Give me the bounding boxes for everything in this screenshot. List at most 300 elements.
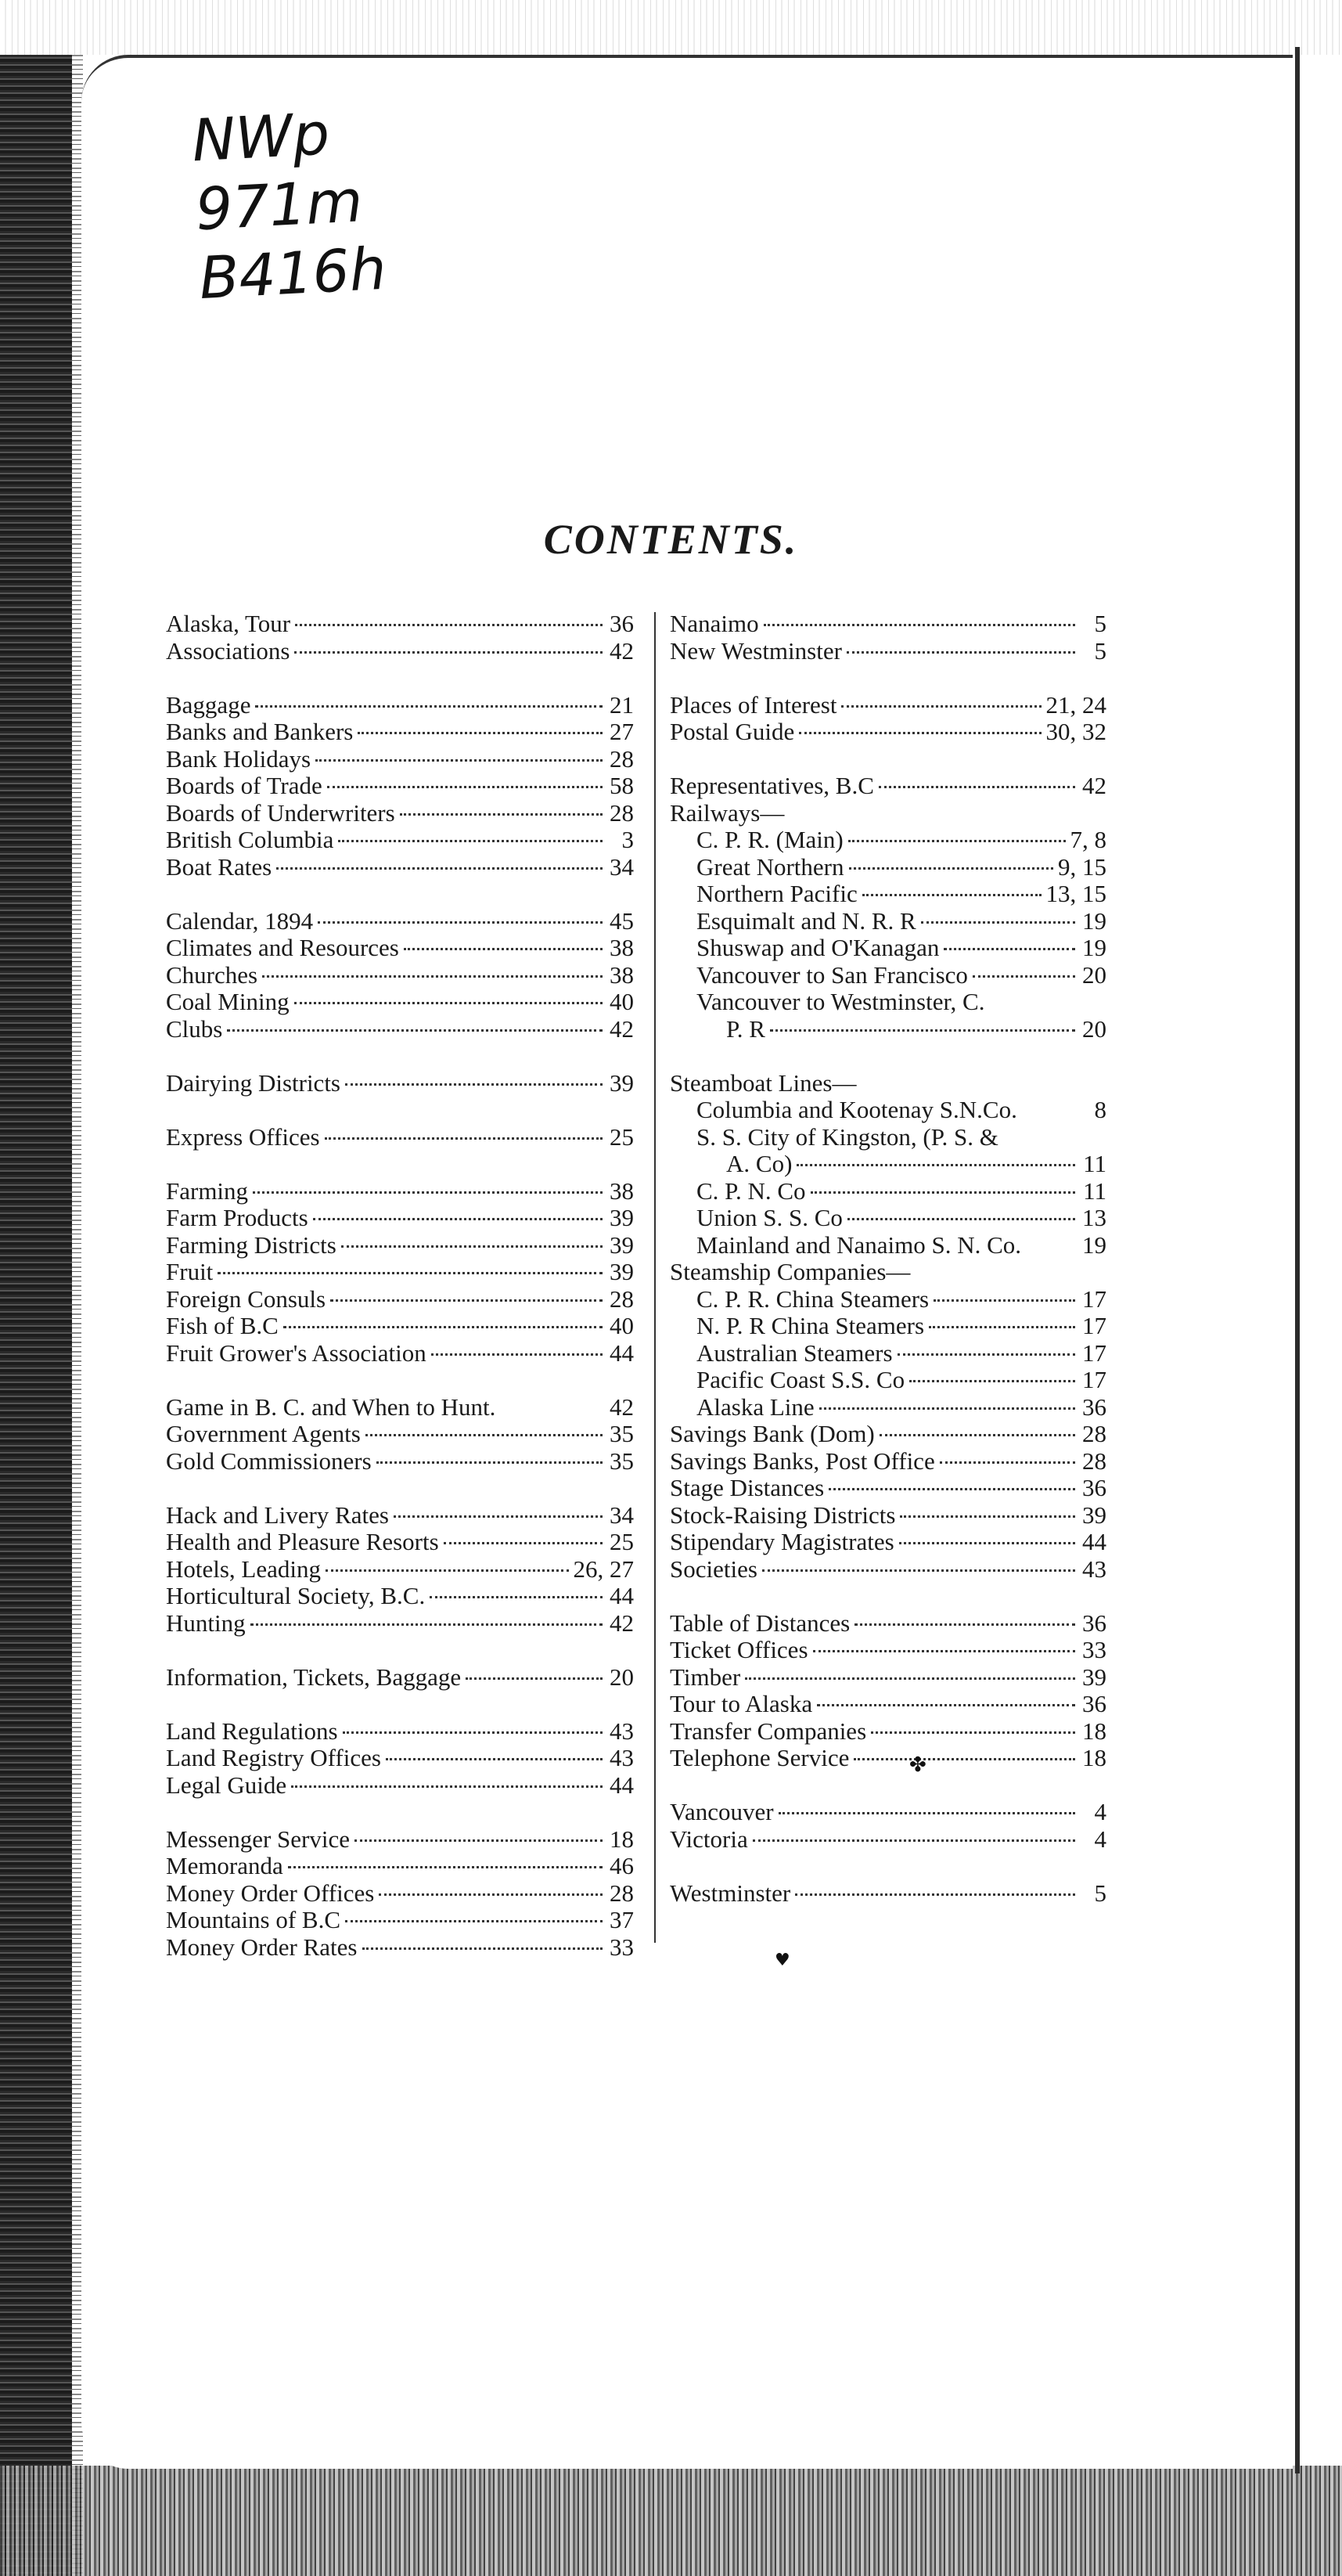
- entry-label: Alaska, Tour: [166, 610, 291, 637]
- dot-leader: [227, 1029, 603, 1032]
- dot-leader: [799, 732, 1041, 734]
- dot-leader: [276, 867, 603, 870]
- entry-page-number: 19: [1082, 1230, 1106, 1259]
- dot-leader: [871, 1731, 1075, 1734]
- entry-page-number: 36: [1082, 1474, 1106, 1501]
- contents-entry: [166, 989, 634, 1016]
- contents-entry: [166, 1124, 634, 1151]
- entry-spacer: [166, 1043, 634, 1070]
- entry-page-number: 44: [610, 1338, 634, 1367]
- contents-entry: [670, 1502, 1106, 1529]
- dot-leader: [294, 651, 603, 654]
- entry-page-number: 7, 8: [1070, 826, 1106, 853]
- entry-label: Transfer Companies: [670, 1717, 867, 1745]
- entry-label: Churches: [166, 960, 258, 989]
- shelfmark-line: NWp: [190, 100, 332, 175]
- entry-page-number: 25: [610, 1528, 634, 1555]
- dot-leader: [811, 1191, 1075, 1194]
- dot-leader: [753, 1839, 1075, 1842]
- contents-entry: [166, 1448, 634, 1475]
- printers-mark-icon: ✤: [909, 1753, 926, 1777]
- contents-entry: [670, 1556, 1106, 1583]
- entry-label: Hunting: [166, 1609, 246, 1637]
- entry-page-number: 13: [1082, 1204, 1106, 1231]
- entry-page-number: 11: [1083, 1150, 1106, 1177]
- entry-page-number: 13, 15: [1045, 880, 1106, 907]
- dot-leader: [849, 867, 1054, 870]
- dot-leader: [283, 1326, 603, 1328]
- dot-leader: [848, 840, 1066, 842]
- shelfmark-line: 971m: [193, 168, 365, 244]
- dot-leader: [898, 1353, 1075, 1356]
- entry-page-number: 21, 24: [1045, 690, 1106, 719]
- contents-entry: [670, 1610, 1106, 1637]
- contents-entry: [670, 962, 1106, 989]
- entry-label: Table of Distances: [670, 1609, 851, 1637]
- contents-entry: [166, 1016, 634, 1043]
- entry-page-number: 39: [1082, 1663, 1106, 1691]
- contents-entry: [166, 1259, 634, 1286]
- entry-label: Union S. S. Co: [696, 1204, 843, 1231]
- entry-label: Vancouver to San Francisco: [696, 960, 968, 989]
- contents-entry: [670, 854, 1106, 881]
- entry-label: Calendar, 1894: [166, 906, 314, 935]
- contents-entry: [166, 1880, 634, 1908]
- entry-label: N. P. R China Steamers: [696, 1312, 925, 1339]
- entry-label: Telephone Service: [670, 1744, 850, 1771]
- contents-entry: [166, 638, 634, 665]
- entry-label: Great Northern: [696, 852, 844, 881]
- entry-label: Legal Guide: [166, 1771, 287, 1799]
- entry-label: British Columbia: [166, 826, 334, 853]
- contents-entry: [166, 611, 634, 638]
- dot-leader: [819, 1407, 1075, 1410]
- entry-page-number: 5: [1094, 1879, 1106, 1907]
- contents-entry: [166, 1070, 634, 1097]
- entry-spacer: [166, 665, 634, 692]
- contents-entry: [166, 1826, 634, 1854]
- dot-leader: [879, 786, 1075, 788]
- contents-heading: [670, 1124, 1106, 1151]
- dot-leader: [330, 1299, 603, 1302]
- entry-spacer: [166, 1367, 634, 1394]
- entry-label: Stock-Raising Districts: [670, 1501, 896, 1529]
- dot-leader: [315, 759, 603, 762]
- entry-label: Representatives, B.C: [670, 772, 874, 799]
- dot-leader: [770, 1029, 1075, 1032]
- entry-page-number: 35: [610, 1447, 634, 1475]
- entry-label: Ticket Offices: [670, 1636, 808, 1663]
- handwritten-shelfmark: [190, 97, 387, 313]
- dot-leader: [294, 1002, 603, 1004]
- contents-entry: [166, 1502, 634, 1529]
- entry-label: Government Agents: [166, 1420, 361, 1447]
- entry-page-number: 39: [1082, 1501, 1106, 1529]
- dot-leader: [944, 948, 1075, 950]
- dot-leader: [343, 1731, 603, 1734]
- entry-page-number: 3: [621, 826, 634, 853]
- entry-page-number: 30, 32: [1045, 718, 1106, 745]
- contents-entry: [166, 1556, 634, 1583]
- entry-page-number: 28: [610, 798, 634, 827]
- dot-leader: [973, 975, 1075, 978]
- dot-leader: [854, 1758, 1075, 1760]
- entry-page-number: 38: [610, 1176, 634, 1205]
- entry-label: Savings Banks, Post Office: [670, 1447, 935, 1475]
- entry-page-number: 45: [610, 906, 634, 935]
- entry-label: Mountains of B.C: [166, 1906, 341, 1933]
- entry-page-number: 19: [1082, 906, 1106, 935]
- entry-page-number: 19: [1082, 934, 1106, 961]
- entry-label: Pacific Coast S.S. Co: [696, 1366, 905, 1393]
- contents-entry: [670, 1448, 1106, 1475]
- contents-entry: [166, 1934, 634, 1962]
- contents-left-column: [166, 611, 634, 1961]
- contents-entry: [166, 1853, 634, 1880]
- contents-entry: [166, 935, 634, 962]
- entry-label: New Westminster: [670, 636, 842, 665]
- contents-entry: [670, 908, 1106, 935]
- dot-leader: [288, 1866, 603, 1868]
- dot-leader: [862, 894, 1042, 896]
- entry-label: Dairying Districts: [166, 1068, 340, 1097]
- dot-leader: [1026, 1245, 1075, 1248]
- contents-entry: [166, 1745, 634, 1772]
- entry-label: Boat Rates: [166, 852, 272, 881]
- entry-label: Places of Interest: [670, 690, 837, 719]
- entry-page-number: 44: [1082, 1528, 1106, 1555]
- entry-spacer: [166, 1637, 634, 1664]
- entry-page-number: 39: [610, 1068, 634, 1097]
- dot-leader: [900, 1515, 1075, 1518]
- entry-page-number: 17: [1082, 1312, 1106, 1339]
- entry-label: Fruit Grower's Association: [166, 1338, 426, 1367]
- contents-entry: [670, 638, 1106, 665]
- entry-label: Shuswap and O'Kanagan: [696, 934, 940, 961]
- entry-label: Stage Distances: [670, 1474, 825, 1501]
- entry-page-number: 43: [1082, 1555, 1106, 1583]
- dot-leader: [379, 1893, 603, 1896]
- dot-leader: [262, 975, 603, 978]
- entry-page-number: 27: [610, 718, 634, 745]
- entry-page-number: 36: [1082, 1609, 1106, 1637]
- entry-label: Westminster: [670, 1879, 791, 1907]
- entry-spacer: [670, 1772, 1106, 1800]
- contents-entry: [166, 908, 634, 935]
- contents-entry: [166, 1907, 634, 1934]
- entry-page-number: 39: [610, 1258, 634, 1285]
- entry-spacer: [670, 665, 1106, 692]
- dot-leader: [847, 651, 1075, 654]
- entry-label: Hotels, Leading: [166, 1555, 322, 1583]
- entry-label: Farming Districts: [166, 1230, 336, 1259]
- entry-label: Stipendary Magistrates: [670, 1528, 894, 1555]
- entry-page-number: 26, 27: [573, 1555, 634, 1583]
- entry-page-number: 33: [610, 1933, 634, 1961]
- entry-page-number: 34: [610, 1501, 634, 1529]
- entry-label: Societies: [670, 1555, 757, 1583]
- dot-leader: [940, 1461, 1075, 1464]
- entry-page-number: 18: [1082, 1717, 1106, 1745]
- entry-page-number: 20: [610, 1663, 634, 1691]
- entry-page-number: 58: [610, 772, 634, 799]
- entry-label: Columbia and Kootenay S.N.Co.: [696, 1096, 1017, 1123]
- dot-leader: [841, 705, 1041, 708]
- entry-page-number: 44: [610, 1582, 634, 1609]
- dot-leader: [909, 1380, 1075, 1382]
- entry-label: Information, Tickets, Baggage: [166, 1663, 462, 1691]
- entry-page-number: 18: [1082, 1744, 1106, 1771]
- entry-label: C. P. R. (Main): [696, 826, 844, 853]
- contents-entry: [670, 1205, 1106, 1232]
- entry-label: S. S. City of Kingston, (P. S. &: [696, 1122, 998, 1151]
- entry-page-number: 28: [610, 744, 634, 773]
- entry-page-number: 11: [1083, 1176, 1106, 1205]
- dot-leader: [745, 1677, 1075, 1680]
- dot-leader: [313, 1218, 603, 1220]
- contents-entry: [670, 611, 1106, 638]
- contents-entry: [166, 854, 634, 881]
- dot-leader: [354, 1839, 603, 1842]
- entry-label: Northern Pacific: [696, 880, 858, 907]
- entry-page-number: 4: [1094, 1798, 1106, 1825]
- entry-page-number: 42: [1082, 772, 1106, 799]
- entry-label: Health and Pleasure Resorts: [166, 1528, 439, 1555]
- entry-page-number: 42: [610, 1609, 634, 1637]
- entry-page-number: 40: [610, 1312, 634, 1339]
- dot-leader: [218, 1272, 603, 1274]
- contents-entry: [166, 1529, 634, 1556]
- entry-page-number: 20: [1082, 1014, 1106, 1043]
- entry-page-number: 39: [610, 1230, 634, 1259]
- contents-entry: [670, 1475, 1106, 1502]
- dot-leader: [386, 1758, 603, 1760]
- contents-entry: [670, 881, 1106, 908]
- entry-page-number: 17: [1082, 1366, 1106, 1393]
- contents-entry: [166, 1394, 634, 1421]
- entry-page-number: 9, 15: [1058, 852, 1106, 881]
- entry-label: Savings Bank (Dom): [670, 1420, 875, 1447]
- entry-label: Hack and Livery Rates: [166, 1501, 389, 1529]
- entry-page-number: 28: [610, 1284, 634, 1313]
- dot-leader: [376, 1461, 603, 1464]
- entry-spacer: [166, 1097, 634, 1124]
- contents-entry: [670, 1151, 1106, 1178]
- contents-entry: [166, 1772, 634, 1800]
- dot-leader: [295, 624, 603, 626]
- entry-label: Farm Products: [166, 1204, 308, 1231]
- dot-leader: [817, 1704, 1075, 1706]
- entry-page-number: 42: [610, 1014, 634, 1043]
- contents-right-column: [670, 611, 1106, 1907]
- dot-leader: [400, 813, 603, 816]
- entry-page-number: 37: [610, 1906, 634, 1933]
- entry-spacer: [166, 1151, 634, 1178]
- entry-page-number: 5: [1094, 610, 1106, 637]
- dot-leader: [934, 1299, 1075, 1302]
- dot-leader: [250, 1623, 603, 1626]
- entry-spacer: [166, 881, 634, 908]
- dot-leader: [797, 1164, 1075, 1166]
- entry-label: Boards of Trade: [166, 772, 322, 799]
- entry-label: Land Registry Offices: [166, 1744, 381, 1771]
- entry-page-number: 25: [610, 1122, 634, 1151]
- contents-entry: [166, 800, 634, 827]
- entry-label: Land Regulations: [166, 1717, 338, 1745]
- entry-page-number: 5: [1094, 636, 1106, 665]
- dot-leader: [341, 1245, 603, 1248]
- entry-label: Alaska Line: [696, 1392, 815, 1421]
- contents-entry: [166, 827, 634, 854]
- entry-label: Baggage: [166, 690, 251, 719]
- dot-leader: [345, 1083, 603, 1086]
- contents-entry: [670, 1421, 1106, 1448]
- contents-entry: [670, 773, 1106, 800]
- entry-label: Express Offices: [166, 1122, 320, 1151]
- contents-entry: [166, 962, 634, 989]
- shelfmark-line: B416h: [197, 235, 388, 313]
- entry-spacer: [166, 1799, 634, 1826]
- contents-entry: [670, 1745, 1106, 1772]
- entry-page-number: 18: [610, 1825, 634, 1853]
- entry-label: A. Co): [726, 1150, 793, 1177]
- contents-entry: [670, 1178, 1106, 1205]
- entry-page-number: 38: [610, 960, 634, 989]
- dot-leader: [762, 1569, 1075, 1572]
- dot-leader: [362, 1947, 603, 1950]
- contents-entry: [670, 1367, 1106, 1394]
- dot-leader: [795, 1893, 1075, 1896]
- dot-leader: [394, 1515, 603, 1518]
- contents-entry: [670, 1799, 1106, 1826]
- column-divider: [654, 612, 656, 1943]
- entry-spacer: [670, 1043, 1106, 1070]
- dot-leader: [829, 1488, 1075, 1490]
- dot-leader: [929, 1326, 1075, 1328]
- contents-entry: [670, 1340, 1106, 1367]
- entry-label: Nanaimo: [670, 610, 759, 637]
- dot-leader: [291, 1785, 603, 1788]
- entry-page-number: 33: [1082, 1636, 1106, 1663]
- dot-leader: [431, 1353, 603, 1356]
- entry-page-number: 44: [610, 1771, 634, 1799]
- contents-heading: [670, 800, 1106, 827]
- entry-page-number: 17: [1082, 1338, 1106, 1367]
- dot-leader: [318, 921, 603, 924]
- contents-entry: [166, 1313, 634, 1340]
- contents-entry: [670, 1664, 1106, 1692]
- entry-label: Game in B. C. and When to Hunt.: [166, 1392, 496, 1421]
- entry-label: Mainland and Nanaimo S. N. Co.: [696, 1230, 1022, 1259]
- entry-label: Money Order Offices: [166, 1879, 375, 1907]
- contents-entry: [670, 1826, 1106, 1854]
- entry-label: Horticultural Society, B.C.: [166, 1582, 426, 1609]
- contents-heading: [670, 1070, 1106, 1097]
- contents-entry: [670, 1691, 1106, 1718]
- dot-leader: [365, 1434, 603, 1436]
- contents-entry: [166, 746, 634, 773]
- entry-label: Steamship Companies—: [670, 1258, 911, 1285]
- entry-label: Foreign Consuls: [166, 1284, 326, 1313]
- entry-label: Australian Steamers: [696, 1338, 893, 1367]
- contents-heading: [670, 1259, 1106, 1286]
- contents-entry: [670, 1880, 1106, 1908]
- contents-entry: [670, 1286, 1106, 1313]
- entry-page-number: 39: [610, 1204, 634, 1231]
- entry-label: Fish of B.C: [166, 1312, 279, 1339]
- entry-page-number: 21: [610, 690, 634, 719]
- printers-ornament-icon: ♥: [775, 1951, 790, 1970]
- dot-leader: [338, 840, 603, 842]
- dot-leader: [404, 948, 603, 950]
- entry-label: Fruit: [166, 1258, 214, 1285]
- entry-spacer: [166, 1691, 634, 1718]
- entry-label: C. P. N. Co: [696, 1176, 806, 1205]
- dot-leader: [899, 1542, 1075, 1544]
- entry-page-number: 36: [1082, 1690, 1106, 1717]
- dot-leader: [779, 1812, 1075, 1814]
- entry-label: Messenger Service: [166, 1825, 350, 1853]
- contents-entry: [670, 827, 1106, 854]
- entry-label: Clubs: [166, 1014, 223, 1043]
- contents-heading: [670, 989, 1106, 1016]
- entry-page-number: 8: [1094, 1096, 1106, 1123]
- entry-page-number: 4: [1094, 1825, 1106, 1853]
- dot-leader: [444, 1542, 603, 1544]
- entry-label: Vancouver to Westminster, C.: [696, 988, 985, 1015]
- page-right-edge: [1295, 47, 1300, 2473]
- contents-entry: [670, 1097, 1106, 1124]
- contents-entry: [166, 1664, 634, 1692]
- dot-leader: [813, 1650, 1075, 1652]
- dot-leader: [764, 624, 1075, 626]
- contents-entry: [166, 1340, 634, 1367]
- contents-entry: [166, 1178, 634, 1205]
- dot-leader: [345, 1920, 603, 1922]
- scan-top-edge: [0, 0, 1342, 55]
- contents-entry: [670, 1529, 1106, 1556]
- contents-entry: [670, 935, 1106, 962]
- contents-entry: [166, 1286, 634, 1313]
- contents-entry: [166, 1610, 634, 1637]
- dot-leader: [253, 1191, 603, 1194]
- entry-page-number: 28: [1082, 1420, 1106, 1447]
- entry-label: Tour to Alaska: [670, 1690, 813, 1717]
- entry-page-number: 36: [1082, 1392, 1106, 1421]
- contents-entry: [166, 1583, 634, 1610]
- contents-entry: [166, 773, 634, 800]
- entry-label: Farming: [166, 1176, 249, 1205]
- contents-entry: [670, 1718, 1106, 1746]
- entry-page-number: 36: [610, 610, 634, 637]
- dot-leader: [430, 1596, 603, 1598]
- dot-leader: [854, 1623, 1075, 1626]
- dot-leader: [1022, 1110, 1075, 1112]
- entry-label: Associations: [166, 636, 290, 665]
- contents-entry: [166, 692, 634, 719]
- contents-entry: [670, 719, 1106, 746]
- entry-page-number: 40: [610, 988, 634, 1015]
- entry-page-number: 28: [1082, 1447, 1106, 1475]
- contents-entry: [166, 1205, 634, 1232]
- entry-spacer: [670, 1583, 1106, 1610]
- contents-entry: [670, 1637, 1106, 1664]
- entry-label: Esquimalt and N. R. R: [696, 906, 916, 935]
- page-title: CONTENTS.: [543, 516, 799, 563]
- entry-spacer: [166, 1475, 634, 1502]
- entry-label: Victoria: [670, 1825, 748, 1853]
- entry-spacer: [670, 1853, 1106, 1880]
